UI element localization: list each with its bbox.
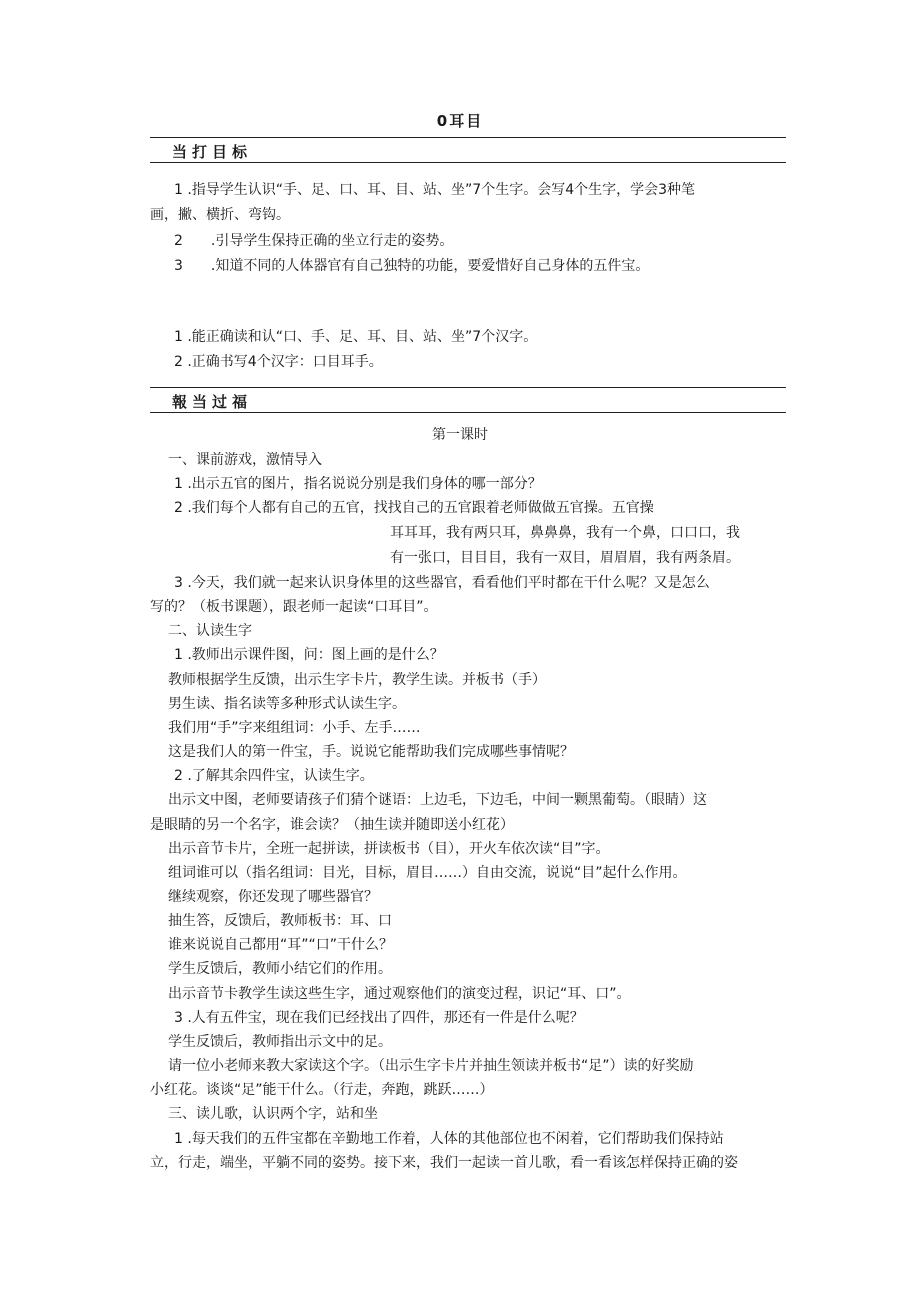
body-line: 一、课前游戏，激情导入 [168, 452, 322, 468]
section-heading-process-text: 報当过福 [172, 393, 253, 411]
key-point-line: 2 .正确书写4个汉字：口目耳手。 [174, 354, 383, 370]
body-line: 这是我们人的第一件宝，手。说说它能帮助我们完成哪些事情呢？ [168, 744, 574, 760]
body-line: 抽生答，反馈后，教师板书：耳、口 [168, 913, 392, 929]
body-line: 二、认读生字 [168, 623, 252, 639]
goal-line: 1 .指导学生认识“手、足、口、耳、目、站、坐”7个生字。会写4个生字，学会3种笔 [174, 182, 696, 198]
body-line: 三、读儿歌，认识两个字，站和坐 [168, 1106, 378, 1122]
lesson-title: 第一课时 [432, 427, 488, 443]
body-line: 耳耳耳，我有两只耳，鼻鼻鼻，我有一个鼻，口口口，我 [390, 525, 740, 541]
goal-line: 3 .知道不同的人体器官有自己独特的功能，要爱惜好自己身体的五件宝。 [174, 258, 650, 274]
body-line: 2 .我们每个人都有自己的五官，找找自己的五官跟着老师做做五官操。五官操 [174, 500, 654, 516]
section-heading-goals [150, 137, 786, 163]
body-line: 写的？（板书课题），跟老师一起读“口耳目”。 [150, 599, 438, 615]
body-line: 2 .了解其余四件宝，认读生字。 [174, 768, 374, 784]
section-heading-goals-text: 当打目标 [172, 143, 253, 161]
body-line: 请一位小老师来教大家读这个字。（出示生字卡片并抽生领读并板书“足”）读的好奖励 [168, 1058, 694, 1074]
goal-line: 画，撇、横折、弯钩。 [150, 207, 290, 223]
body-line: 学生反馈后，教师小结它们的作用。 [168, 961, 392, 977]
section-heading-process [150, 387, 786, 413]
body-line: 男生读、指名读等多种形式认读生字。 [168, 696, 406, 712]
body-line: 1 .出示五官的图片，指名说说分别是我们身体的哪一部分？ [174, 476, 542, 492]
body-line: 学生反馈后，教师指出示文中的足。 [168, 1034, 392, 1050]
body-line: 小红花。谈谈“足”能干什么。（行走，奔跑，跳跃……） [150, 1082, 494, 1098]
body-line: 有一张口，目目目，我有一双目，眉眉眉，我有两条眉。 [390, 550, 740, 566]
body-line: 谁来说说自己都用“耳”“口”干什么？ [168, 937, 394, 953]
body-line: 出示音节卡片，全班一起拼读，拼读板书（目），开火车依次读“目”字。 [168, 841, 610, 857]
body-line: 是眼睛的另一个名字，谁会读？（抽生读并随即送小红花） [150, 817, 514, 833]
body-line: 3 .人有五件宝，现在我们已经找出了四件，那还有一件是什么呢？ [174, 1010, 584, 1026]
body-line: 出示文中图，老师要请孩子们猜个谜语：上边毛，下边毛，中间一颗黑葡萄。（眼睛）这 [168, 792, 707, 808]
body-line: 1 .每天我们的五件宝都在辛勤地工作着，人体的其他部位也不闲着，它们帮助我们保持站 [174, 1131, 724, 1147]
body-line: 教师根据学生反馈，出示生字卡片，教学生读。并板书（手） [168, 672, 546, 688]
body-line: 出示音节卡教学生读这些生字，通过观察他们的演变过程，识记“耳、口”。 [168, 986, 631, 1002]
body-line: 3 .今天，我们就一起来认识身体里的这些器官，看看他们平时都在干什么呢？又是怎么 [174, 575, 710, 591]
key-point-line: 1 .能正确读和认“口、手、足、耳、目、站、坐”7个汉字。 [174, 329, 538, 345]
body-line: 立，行走，端坐，平躺不同的姿势。接下来，我们一起读一首儿歌，看一看该怎样保持正确的姿 [150, 1155, 738, 1171]
goal-line: 2 .引导学生保持正确的坐立行走的姿势。 [174, 233, 454, 249]
body-line: 1 .教师出示课件图，问：图上画的是什么？ [174, 647, 444, 663]
body-line: 我们用“手”字来组组词：小手、左手…… [168, 720, 421, 736]
body-line: 组词谁可以（指名组词：目光，目标，眉目……）自由交流，说说“目”起什么作用。 [168, 865, 687, 881]
body-line: 继续观察，你还发现了哪些器官？ [168, 889, 378, 905]
document-title: 0耳目 [436, 112, 484, 130]
